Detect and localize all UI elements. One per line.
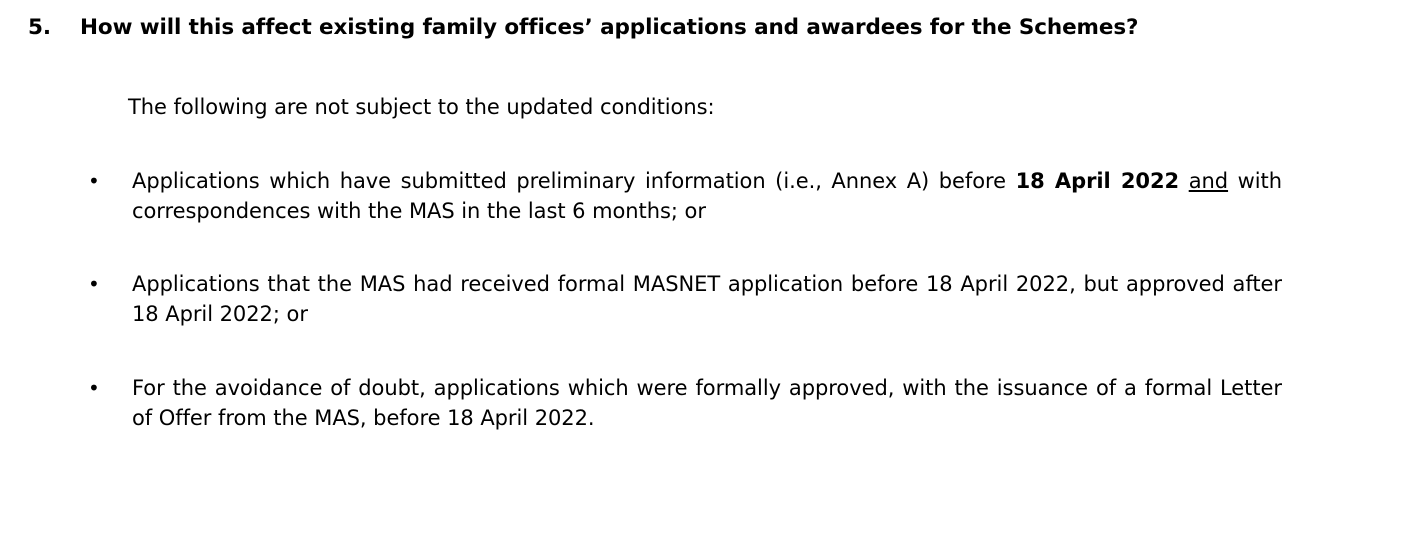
bullet-marker-icon: • [88,272,100,297]
bullet-marker-icon: • [88,376,100,401]
bullet-text-2: Applications that the MAS had received formal MASNET application before 18 April 2022, but approved after 18 April 2022; or [132,272,1282,327]
intro-paragraph: The following are not subject to the updated conditions: [128,94,715,119]
bullet-text-3: For the avoidance of doubt, applications which were formally approved, with the issuance of a formal Letter of Offer from the MAS, before 18 April 2022. [132,376,1282,430]
bullet-text-1: Applications which have submitted preliminary information (i.e., Annex A) before 18 April 2022 and with correspondences with the MAS in the last 6 months; or [132,168,1282,223]
list-item [84,167,1282,227]
question-title: How will this affect existing family offices’ applications and awardees for the Schemes? [80,15,1139,40]
bullet-list [84,167,1282,434]
bullet-marker-icon: • [88,168,100,193]
list-item [84,270,1282,330]
list-item [84,374,1282,434]
question-number: 5. [28,15,51,40]
question-heading [28,14,1282,42]
